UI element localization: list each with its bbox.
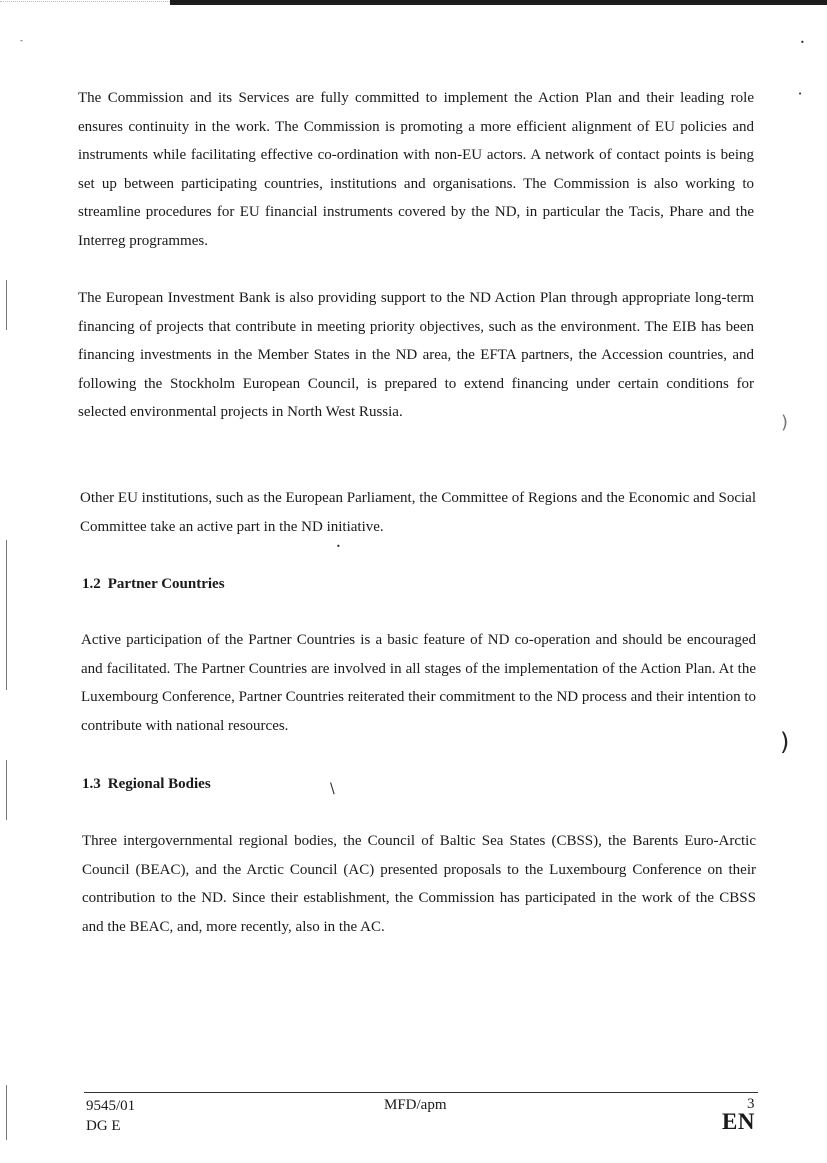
scan-speck: • [336,542,341,551]
section-number: 1.3 [82,776,101,792]
paragraph-other-institutions: Other EU institutions, such as the European Parliament, the Committee of Regions and the Economic and Social Committee take an active part in the ND initiative. [80,490,756,535]
footer-doc-number: 9545/01 [86,1098,136,1114]
footer-language-code: EN [722,1109,755,1134]
scan-left-edge [6,280,7,330]
section-heading-partner-countries [82,576,225,593]
footer-rule [84,1092,758,1093]
scan-top-edge [0,1,170,3]
scan-speck: \ [330,781,335,797]
scan-left-edge [6,760,7,820]
paragraph-partner-countries: Active participation of the Partner Countries is a basic feature of ND co-operation and should be encouraged and facilitated. The Partner Countries are involved in all stages of the implementation of the Action Plan. At the Luxembourg Conference, Partner Countries reiterated their commitment to the ND process and their intention to contribute with national resources. [81,632,756,734]
scan-speck: - [20,36,23,45]
paragraph-regional-bodies: Three intergovernmental regional bodies, the Council of Baltic Sea States (CBSS), the Barents Euro-Arctic Council (BEAC), and the Arctic Council (AC) presented proposals to the Luxembourg Conference on their contribution to the ND. Since their establishment, the Commission has participated in the work of the CBSS and the BEAC, and, more recently, also in the AC. [82,833,756,935]
section-heading-regional-bodies [82,776,211,793]
scan-speck: • [800,38,805,47]
scan-left-edge [6,1085,7,1140]
footer-reference: MFD/apm [384,1097,447,1113]
top-border-rule [170,0,827,5]
paragraph-commission: The Commission and its Services are fully committed to implement the Action Plan and their leading role ensures continuity in the work. The Commission is promoting a more efficient alignment of EU policies and instruments while facilitating effective co-ordination with non-EU actors. A network of contact points is being set up between participating countries, institutions and organisations. The Commission is also working to streamline procedures for EU financial instruments covered by the ND, in particular the Tacis, Phare and the Interreg programmes. [78,90,754,249]
scan-speck: ) [781,412,789,433]
scan-speck: • [798,90,803,98]
footer-directorate: DG E [86,1118,121,1134]
section-title: Regional Bodies [107,776,211,792]
section-number: 1.2 [82,576,101,592]
scan-speck: ) [780,728,790,756]
paragraph-eib: The European Investment Bank is also providing support to the ND Action Plan through appropriate long-term financing of projects that contribute in meeting priority objectives, such as the environment. The EIB has been financing investments in the Member States in the ND area, the EFTA partners, the Accession countries, and following the Stockholm European Council, is prepared to extend financing under certain conditions for selected environmental projects in North West Russia. [78,290,754,421]
scan-left-edge [6,540,7,690]
section-title: Partner Countries [107,576,225,592]
footer-page-number: 3 [747,1096,755,1112]
